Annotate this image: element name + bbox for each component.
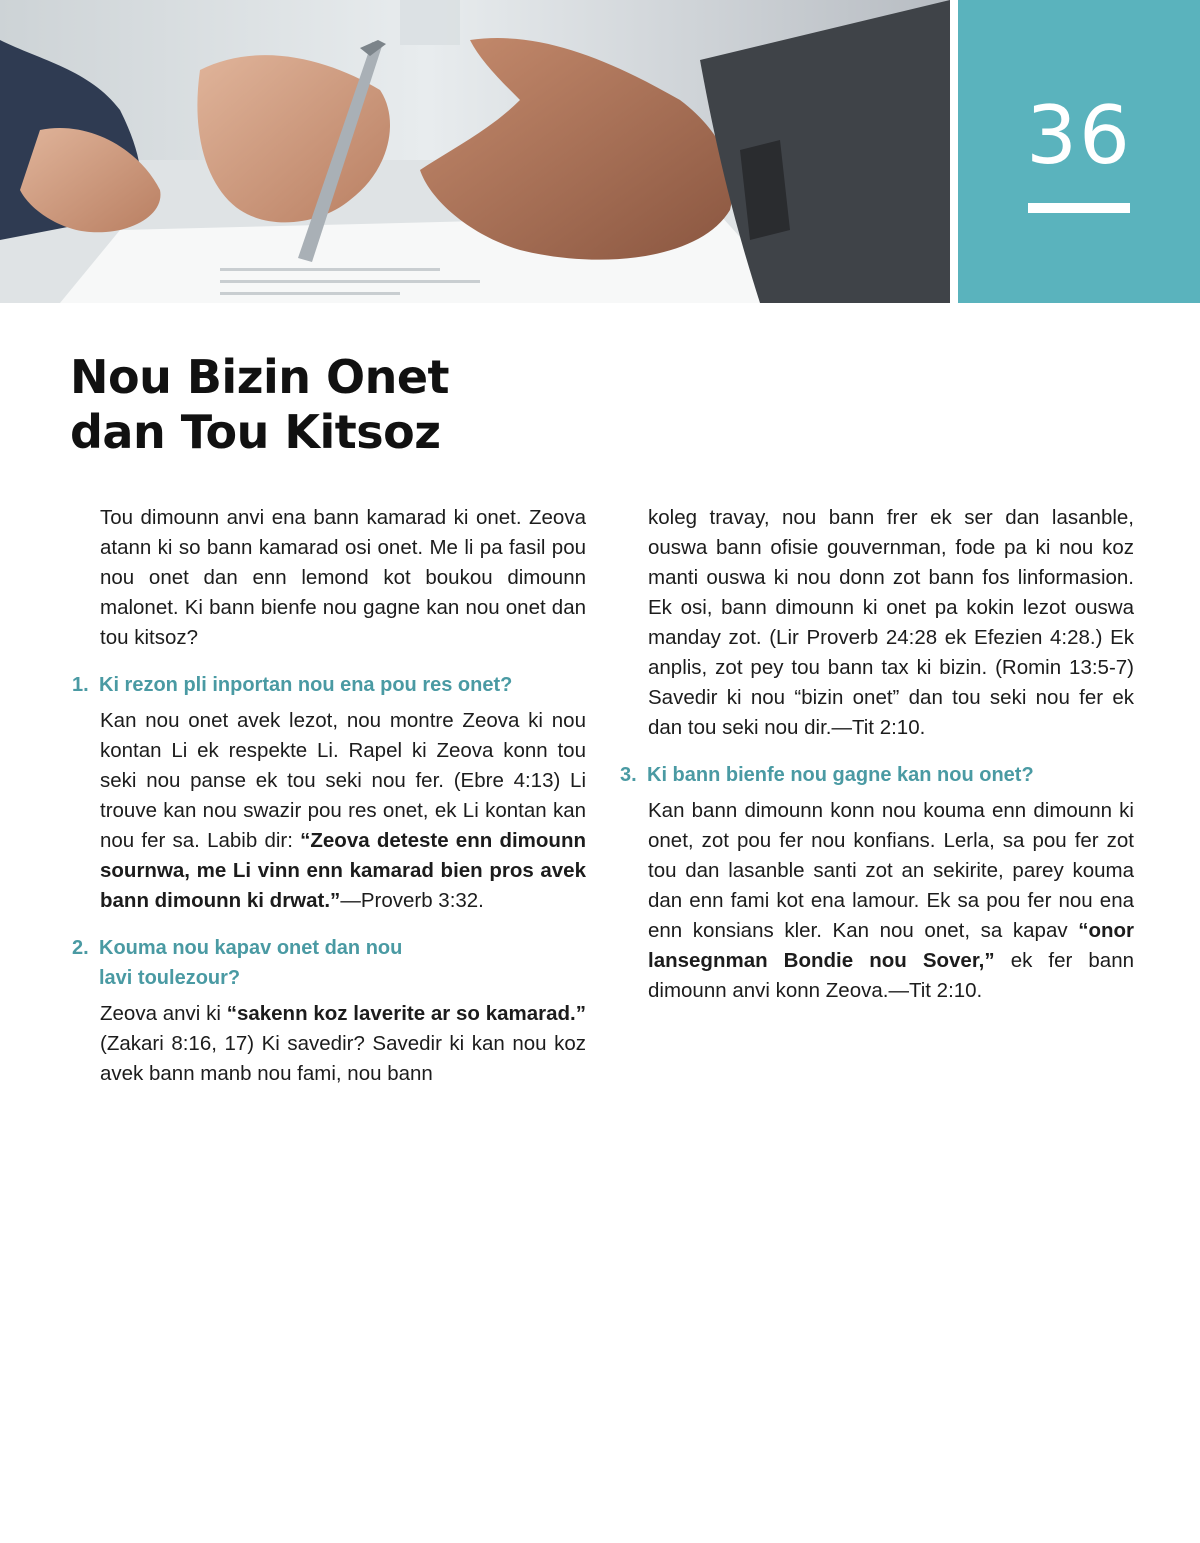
- hero-photo: [0, 0, 950, 303]
- right-column: [620, 503, 1134, 1006]
- question-3: [620, 760, 1134, 790]
- answer-2-pre: Zeova anvi ki: [100, 1002, 227, 1025]
- question-2-number: 2.: [72, 937, 89, 959]
- question-2-text: Kouma nou kapav onet dan nou lavi toulezour?: [99, 937, 403, 989]
- page-title-line-2: dan Tou Kitsoz: [70, 405, 441, 459]
- question-3-text: Ki bann bienfe nou gagne kan nou onet?: [647, 764, 1034, 786]
- question-1-text: Ki rezon pli inportan nou ena pou res onet?: [99, 674, 513, 696]
- answer-1-text: Kan nou onet avek lezot, nou montre Zeova ki nou kontan Li ek respekte Li. Rapel ki Zeova konn tou seki nou panse ek tou seki nou fer. (Ebre 4:13) Li trouve kan nou swazir pou res onet, ek Li kontan kan nou fer sa. Labib dir:: [100, 709, 586, 852]
- answer-2-paragraph-start: [100, 999, 586, 1089]
- answer-2-paragraph-continued: koleg travay, nou bann frer ek ser dan lasanble, ouswa bann ofisie gouvernman, fode pa ki nou koz manti ouswa ki nou donn zot bann fos linformasion. Ek osi, bann dimounn ki onet pa kokin lezot ouswa manday zot. (Lir Proverb 24:28 ek Efezien 4:28.) Ek anplis, zot pey tou bann tax ki bizin. (Romin 13:5-7) Savedir ki nou “bizin onet” dan tou seki nou fer ek dan tou seki nou dir.—Tit 2:10.: [648, 506, 1134, 739]
- lesson-number: 36: [1026, 89, 1132, 182]
- lesson-number-box: [958, 0, 1200, 303]
- question-1-number: 1.: [72, 674, 89, 696]
- question-3-number: 3.: [620, 764, 637, 786]
- answer-1-paragraph: [100, 706, 586, 916]
- answer-3-quote: “onor lansegnman Bondie nou Sover,”: [648, 919, 1134, 972]
- answer-1-quote: “Zeova deteste enn dimounn sournwa, me Li vinn enn kamarad bien pros avek bann dimounn ki drwat.”: [100, 829, 586, 912]
- page-title: [70, 350, 590, 460]
- intro-paragraph: Tou dimounn anvi ena bann kamarad ki onet. Zeova atann ki so bann kamarad osi onet. Me li pa fasil pou nou onet dan enn lemond kot boukou dimounn malonet. Ki bann bienfe nou gagne kan nou onet dan tou kitsoz?: [100, 506, 586, 649]
- question-2: [72, 933, 586, 993]
- left-column: [72, 503, 586, 1089]
- answer-3-post: ek fer bann dimounn anvi konn Zeova.—Tit 2:10.: [648, 949, 1135, 1002]
- lesson-number-underline: [1028, 203, 1130, 213]
- answer-3-pre: Kan bann dimounn konn nou kouma enn dimounn ki onet, zot pou fer nou konfians. Lerla, sa pou fer zot tou dan lasanble santi zot an sekirite, parey kouma dan enn fami kot ena lamour. Ek sa pou fer nou ena enn konsians kler. Kan nou onet, sa kapav: [648, 799, 1134, 942]
- page-title-line-1: Nou Bizin Onet: [70, 350, 450, 404]
- handshake-photo-icon: [0, 0, 950, 303]
- answer-1-reference: —Proverb 3:32.: [340, 889, 484, 912]
- answer-2-rest-left: (Zakari 8:16, 17) Ki savedir? Savedir ki kan nou koz avek bann manb nou fami, nou bann: [100, 1032, 586, 1085]
- question-1: [72, 670, 586, 700]
- answer-2-quote: “sakenn koz laverite ar so kamarad.”: [226, 1002, 586, 1025]
- answer-3-paragraph: [648, 796, 1134, 1006]
